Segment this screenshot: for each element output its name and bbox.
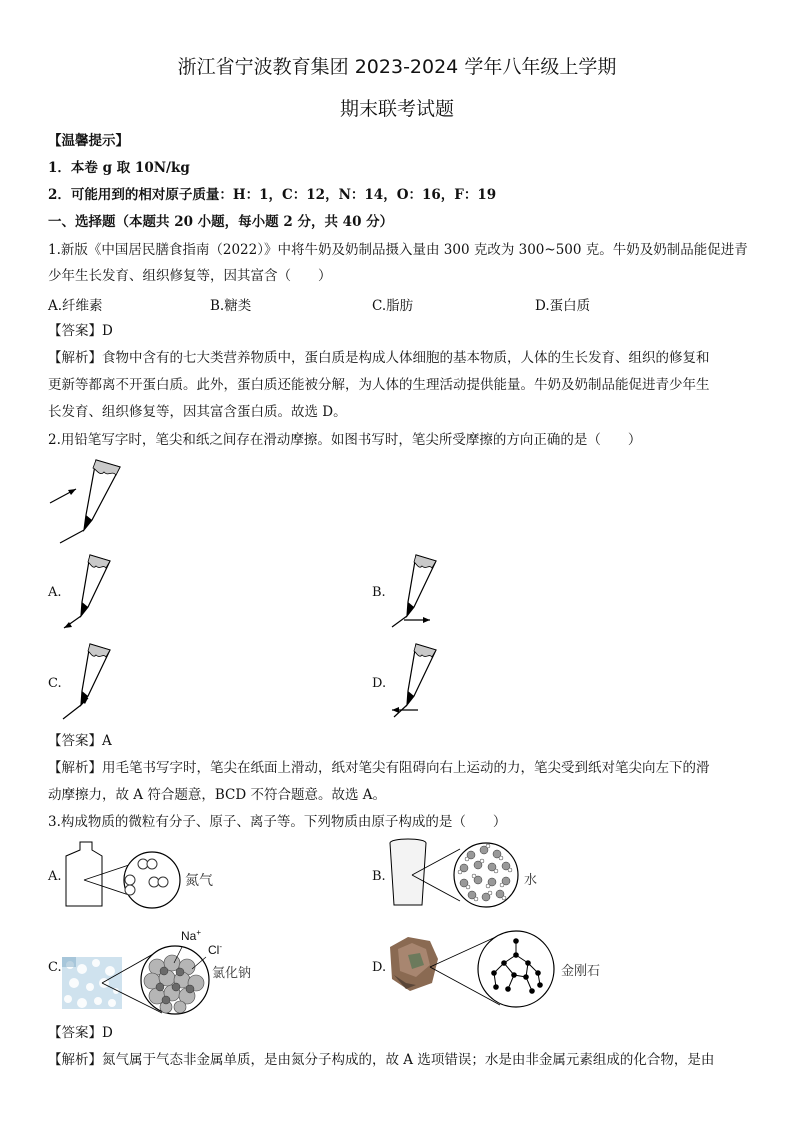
pencil-icon	[60, 460, 120, 543]
q1-option-c: C.脂肪	[372, 298, 414, 314]
ion-label-na	[181, 928, 201, 943]
q3-option-c-label: C.	[48, 960, 62, 975]
ion-symbol-cl: Cl	[208, 943, 220, 957]
q3-substance-b: 水	[524, 873, 538, 888]
q2-analysis-line1: 【解析】用毛笔书写字时，笔尖在纸面上滑动，纸对笔尖有阻碍向右上运动的力，笔尖受到纸对笔尖向左下的滑	[48, 760, 710, 776]
q3-option-d-figure	[386, 925, 561, 1010]
motion-arrow-icon	[50, 489, 76, 503]
diamond-rock-photo	[390, 937, 438, 991]
q3-option-b-label: B.	[372, 869, 386, 884]
q3-option-b-figure	[386, 835, 526, 910]
tip-item-1: 1．本卷 g 取 10N/kg	[48, 160, 190, 176]
section-heading: 一、选择题（本题共 20 小题，每小题 2 分，共 40 分）	[48, 214, 394, 230]
ion-charge-cl: -	[219, 942, 223, 951]
q3-substance-c: 氯化钠	[212, 966, 252, 981]
q3-option-a-figure	[62, 840, 182, 910]
q1-option-a: A.纤维素	[48, 298, 103, 314]
q3-option-a-label: A.	[48, 869, 62, 884]
q1-analysis-line1: 【解析】食物中含有的七大类营养物质中，蛋白质是构成人体细胞的基本物质，人体的生长发育、组织的修复和	[48, 350, 710, 366]
q3-substance-a: 氮气	[185, 873, 213, 889]
tips-heading: 【温馨提示】	[48, 133, 129, 149]
page-subtitle: 期末联考试题	[339, 98, 454, 120]
q1-option-b: B.糖类	[210, 298, 252, 314]
q1-option-d: D.蛋白质	[535, 298, 591, 314]
q1-answer: 【答案】D	[48, 323, 113, 339]
q2-option-c-label: C.	[48, 676, 62, 691]
ion-symbol-na: Na	[181, 929, 197, 943]
q2-stem-figure	[44, 455, 134, 550]
q2-option-a-label: A.	[48, 585, 62, 600]
gas-bottle-icon	[66, 842, 102, 906]
q2-analysis-line2: 动摩擦力，故 A 符合题意，BCD 不符合题意。故选 A。	[48, 787, 386, 803]
salt-crystals-photo	[62, 957, 122, 1009]
q1-stem-line2: 少年生长发育、组织修复等，因其富含（ ）	[48, 268, 332, 284]
q2-option-d-figure	[384, 641, 454, 723]
q3-answer: 【答案】D	[48, 1025, 113, 1041]
q3-analysis-line1: 【解析】氮气属于气态非金属单质，是由氮分子构成的，故 A 选项错误；水是由非金属元素组成的化合物，是由	[48, 1052, 715, 1068]
q2-answer: 【答案】A	[48, 733, 112, 749]
ion-charge-na: +	[196, 928, 202, 937]
q2-option-a-figure	[58, 552, 118, 632]
q2-stem: 2.用铅笔写字时，笔尖和纸之间存在滑动摩擦。如图书写时，笔尖所受摩擦的方向正确的是（ ）	[48, 432, 642, 448]
q1-analysis-line2: 更新等都离不开蛋白质。此外，蛋白质还能被分解，为人体的生理活动提供能量。牛奶及奶制品能促进青少年生	[48, 377, 710, 393]
ion-label-cl	[208, 942, 222, 957]
q3-substance-d: 金刚石	[561, 964, 601, 979]
q2-option-b-label: B.	[372, 585, 386, 600]
q3-option-d-label: D.	[372, 960, 387, 975]
tip-item-2: 2．可能用到的相对原子质量：H：1，C：12，N：14，O：16，F：19	[48, 187, 497, 203]
q2-option-d-label: D.	[372, 676, 387, 691]
q1-analysis-line3: 长发育、组织修复等，因其富含蛋白质。故选 D。	[48, 404, 347, 420]
q1-stem-line1: 1.新版《中国居民膳食指南（2022）》中将牛奶及奶制品摄入量由 300 克改为 300~500 克。牛奶及奶制品能促进青	[48, 242, 748, 258]
q3-stem: 3.构成物质的微粒有分子、原子、离子等。下列物质由原子构成的是（ ）	[48, 814, 507, 830]
water-glass-icon	[390, 839, 426, 905]
q2-option-c-figure	[58, 641, 118, 723]
q2-option-b-figure	[384, 552, 454, 632]
page-title: 浙江省宁波教育集团 2023-2024 学年八年级上学期	[177, 56, 617, 78]
